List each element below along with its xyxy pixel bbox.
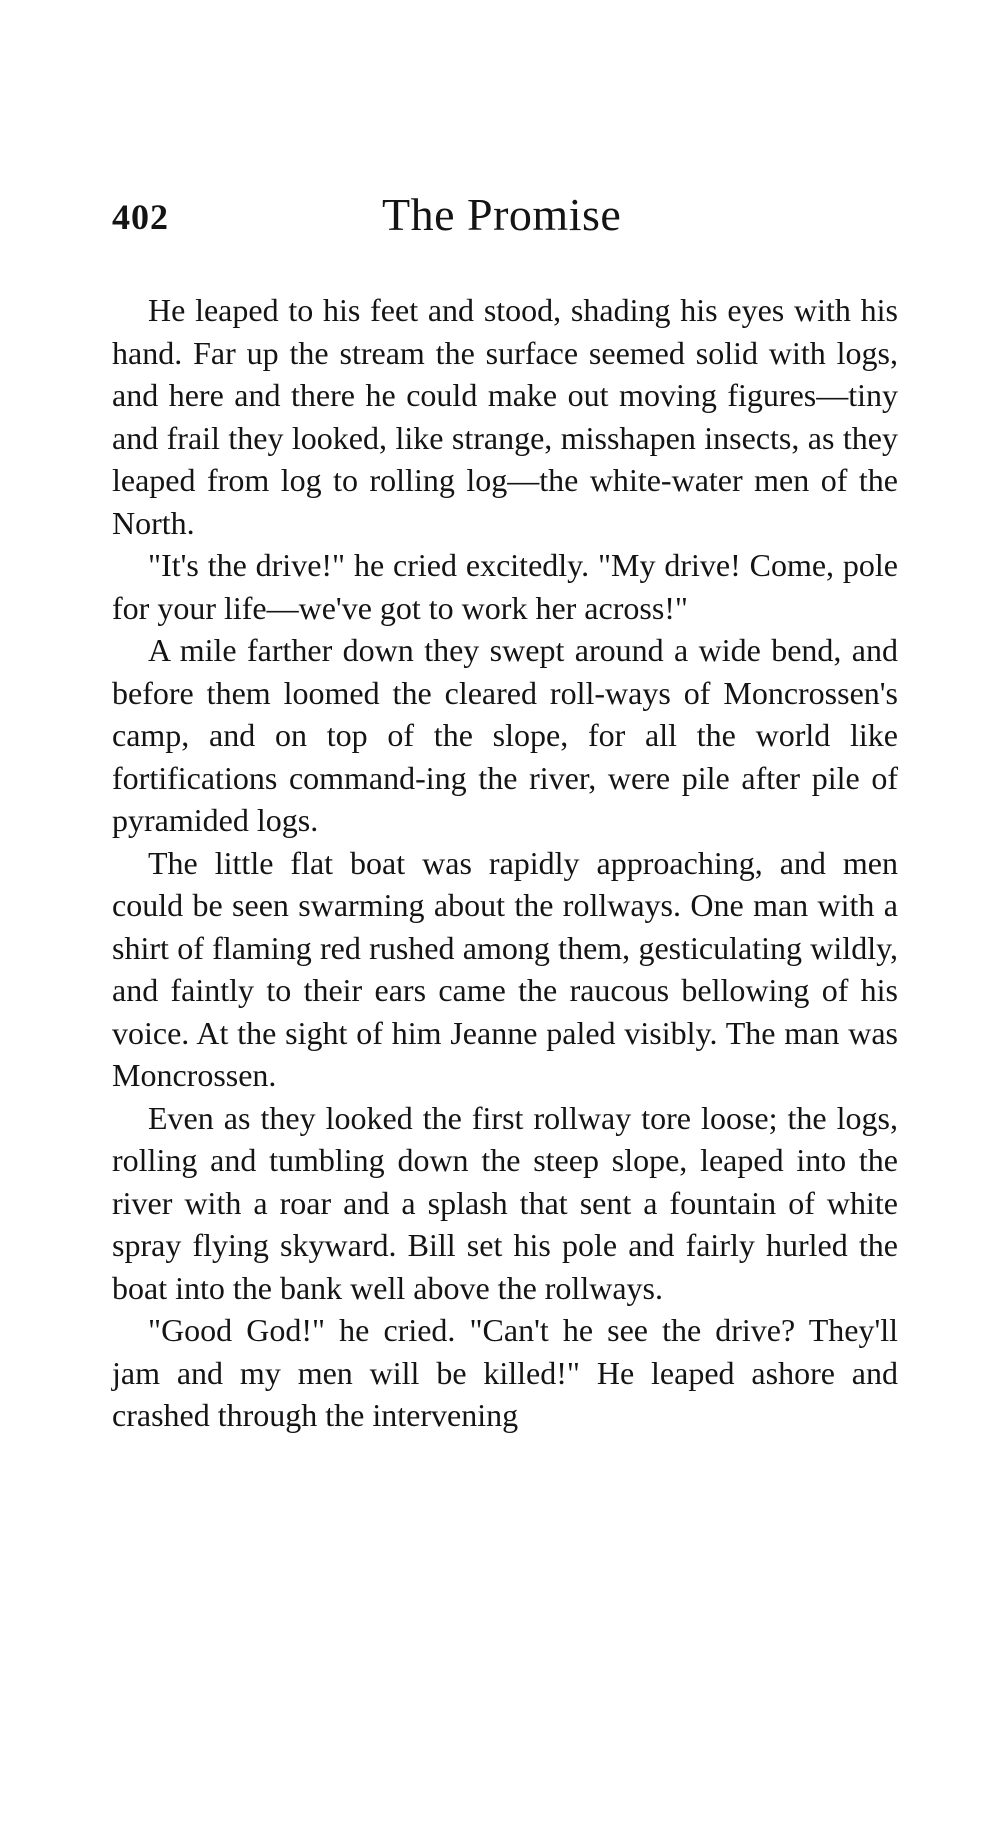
paragraph: "Good God!" he cried. "Can't he see the drive? They'll jam and my men will be killed!" He leaped ashore and crashed through the intervening — [112, 1312, 898, 1433]
paragraph: The little flat boat was rapidly approaching, and men could be seen swarming about the rollways. One man with a shirt of flaming red rushed among them, gesticulating wildly, and faintly to their ears came the raucous bellowing of his voice. At the sight of him Jeanne paled visibly. The man was Moncrossen. — [112, 844, 898, 1093]
paragraph: He leaped to his feet and stood, shading his eyes with his hand. Far up the stream the surface seemed solid with logs, and here and there he could make out moving figures—tiny and frail they looked, like strange, misshapen insects, as they leaped from log to rolling log—the white-water men of the North. — [112, 292, 898, 541]
page-header — [112, 188, 898, 248]
paragraph: A mile farther down they swept around a wide bend, and before them loomed the cleared roll-ways of Moncrossen's camp, and on top of the slope, for all the world like fortifications command-ing the river, were pile after pile of pyramided logs. — [112, 632, 898, 838]
page-number: 402 — [112, 197, 169, 237]
paragraph: "It's the drive!" he cried excitedly. "My drive! Come, pole for your life—we've got to work her across!" — [112, 547, 898, 626]
paragraph: Even as they looked the first rollway tore loose; the logs, rolling and tumbling down the steep slope, leaped into the river with a roar and a splash that sent a fountain of white spray flying skyward. Bill set his pole and fairly hurled the boat into the bank well above the rollways. — [112, 1099, 898, 1306]
running-title: The Promise — [382, 189, 622, 240]
body-text — [112, 289, 898, 1437]
